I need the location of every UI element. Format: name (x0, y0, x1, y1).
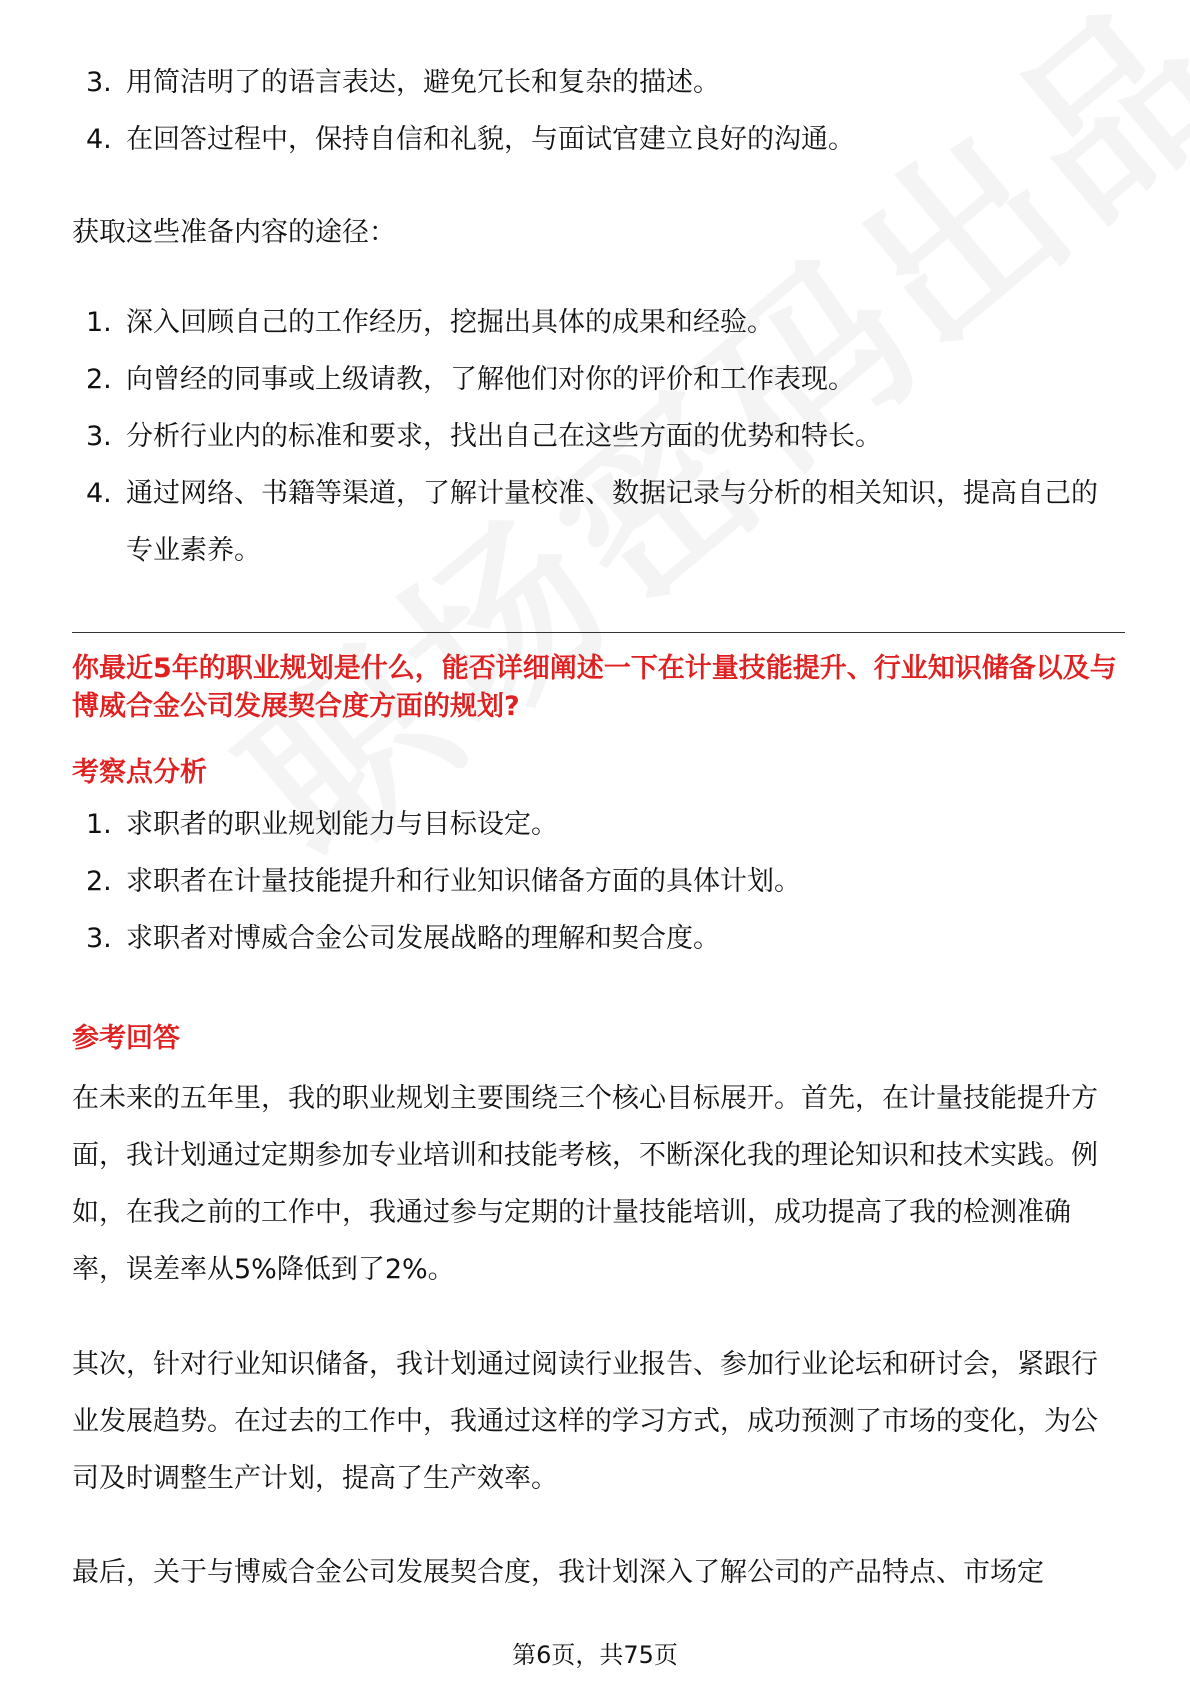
answer-heading: 参考回答 (72, 1023, 180, 1054)
top-list (72, 54, 855, 168)
analysis-heading: 考察点分析 (72, 757, 207, 788)
list-text: 深入回顾自己的工作经历，挖掘出具体的成果和经验。 (126, 307, 774, 338)
answer-paragraph: 最后，关于与博威合金公司发展契合度，我计划深入了解公司的产品特点、市场定 (72, 1557, 1044, 1588)
list-number: 3. (86, 421, 112, 452)
analysis-list (72, 796, 801, 967)
section-divider (72, 632, 1125, 633)
list-number: 3. (86, 67, 112, 98)
list-text: 向曾经的同事或上级请教，了解他们对你的评价和工作表现。 (126, 364, 855, 395)
list-number: 4. (86, 478, 112, 509)
list-number: 1. (86, 307, 112, 338)
list-item (72, 294, 1122, 351)
list-number: 2. (86, 866, 112, 897)
list-text: 通过网络、书籍等渠道，了解计量校准、数据记录与分析的相关知识，提高自己的专业素养。 (126, 478, 1098, 566)
list-item (72, 910, 801, 967)
answer-paragraph: 其次，针对行业知识储备，我计划通过阅读行业报告、参加行业论坛和研讨会，紧跟行业发展趋势。在过去的工作中，我通过这样的学习方式，成功预测了市场的变化，为公司及时调整生产计划，提高了生产效率。 (72, 1349, 1098, 1494)
interview-question: 你最近5年的职业规划是什么，能否详细阐述一下在计量技能提升、行业知识储备以及与博威合金公司发展契合度方面的规划? (72, 653, 1117, 722)
list-item (72, 54, 855, 111)
ways-heading: 获取这些准备内容的途径： (72, 217, 396, 248)
list-number: 3. (86, 923, 112, 954)
list-item (72, 465, 1122, 579)
list-number: 2. (86, 364, 112, 395)
ways-list (72, 294, 1122, 579)
list-text: 在回答过程中，保持自信和礼貌，与面试官建立良好的沟通。 (126, 124, 855, 155)
list-text: 用简洁明了的语言表达，避免冗长和复杂的描述。 (126, 67, 720, 98)
list-item (72, 351, 1122, 408)
list-text: 分析行业内的标准和要求，找出自己在这些方面的优势和特长。 (126, 421, 882, 452)
list-item (72, 853, 801, 910)
list-text: 求职者对博威合金公司发展战略的理解和契合度。 (126, 923, 720, 954)
list-number: 1. (86, 809, 112, 840)
list-item (72, 408, 1122, 465)
list-number: 4. (86, 124, 112, 155)
list-item (72, 111, 855, 168)
list-text: 求职者的职业规划能力与目标设定。 (126, 809, 558, 840)
page-footer: 第6页，共75页 (512, 1641, 678, 1669)
list-item (72, 796, 801, 853)
list-text: 求职者在计量技能提升和行业知识储备方面的具体计划。 (126, 866, 801, 897)
answer-paragraph: 在未来的五年里，我的职业规划主要围绕三个核心目标展开。首先，在计量技能提升方面，我计划通过定期参加专业培训和技能考核，不断深化我的理论知识和技术实践。例如，在我之前的工作中，我通过参与定期的计量技能培训，成功提高了我的检测准确率，误差率从5%降低到了2%。 (72, 1083, 1098, 1285)
